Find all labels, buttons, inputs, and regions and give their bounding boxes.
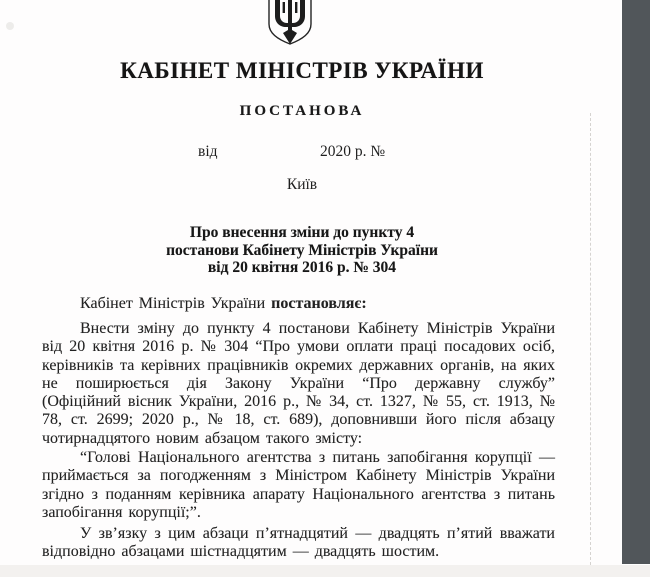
paragraph-1: Внести зміну до пункту 4 постанови Кабінету Міністрів України від 20 квітня 2016 р. № 304 “Про умови оплати праці посадових осіб, керівників та керівних працівників окремих державних органів, на яких не поширюється дія Закону України “Про державну службу” (Офіційний вісник України, 2016 р., № 34, ст. 1327, № 55, ст. 1913, № 78, ст. 2699; 2020 р., № 18, ст. 689), доповнивши його після абзацу чотирнадцятого новим абзацом такого змісту: (42, 320, 555, 447)
scan-bottom-band (0, 565, 650, 577)
paragraph-3: У зв’язку з цим абзаци п’ятнадцятий — двадцять п’ятий вважати відповідно абзацами шістнадцятим — двадцять шостим. (42, 525, 555, 561)
document-title (0, 224, 604, 277)
date-row (0, 143, 604, 161)
scan-smudge (6, 22, 14, 30)
city-label: Київ (286, 176, 318, 193)
date-prefix: від (198, 143, 218, 160)
org-name: КАБІНЕТ МІНІСТРІВ УКРАЇНИ (120, 58, 484, 83)
date-number: 2020 р. № (320, 143, 386, 160)
viewer-scrollbar-strip[interactable] (622, 0, 650, 564)
title-line-3: від 20 квітня 2016 р. № 304 (207, 259, 397, 277)
preamble (42, 295, 555, 313)
page-edge-line (590, 113, 591, 565)
title-line-1: Про внесення зміни до пункту 4 (189, 224, 415, 241)
preamble-text: Кабінет Міністрів України (80, 295, 272, 312)
coat-of-arms-icon (265, 0, 315, 45)
title-line-2: постанови Кабінету Міністрів України (166, 241, 438, 259)
preamble-resolves: постановляє: (271, 295, 367, 312)
paragraph-2: “Голові Національного агентства з питань запобігання корупції — приймається за погодженням з Міністром Кабінету Міністрів України згідно з поданням керівника апарату Національного агентства з питань запобігання корупції;”. (42, 449, 555, 521)
doc-type-heading: ПОСТАНОВА (239, 103, 365, 119)
